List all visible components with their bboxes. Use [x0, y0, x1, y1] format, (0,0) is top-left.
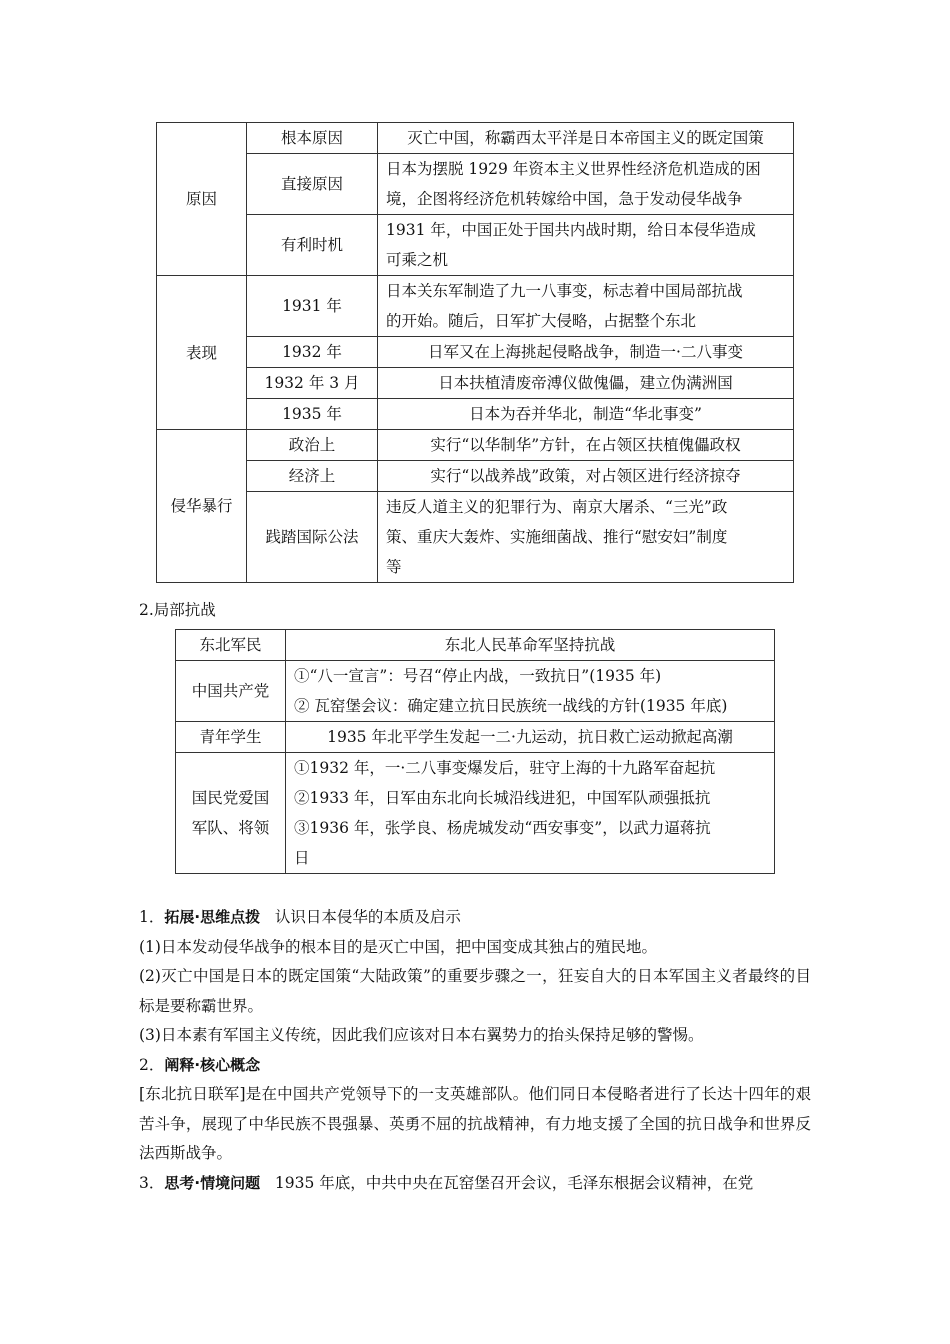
row-content: ①“八一宣言”：号召“停止内战，一致抗日”(1935 年) ② 瓦窑堡会议：确定建立抗日民族统一战线的方针(1935 年底)	[286, 661, 775, 722]
row-label: 直接原因	[247, 154, 378, 215]
row-content: 违反人道主义的犯罪行为、南京大屠杀、“三光”政 策、重庆大轰炸、实施细菌战、推行“慰安妇”制度 等	[378, 492, 794, 583]
row-label: 国民党爱国 军队、将领	[176, 753, 286, 874]
table-row	[157, 368, 794, 399]
row-content: 灭亡中国，称霸西太平洋是日本帝国主义的既定国策	[378, 123, 794, 154]
table-row	[176, 722, 775, 753]
table-row	[157, 492, 794, 583]
row-label: 1932 年 3 月	[247, 368, 378, 399]
table-row	[157, 430, 794, 461]
row-content: 1935 年北平学生发起一二·九运动，抗日救亡运动掀起高潮	[286, 722, 775, 753]
note-subtitle: 认识日本侵华的本质及启示	[274, 908, 461, 926]
row-label: 践踏国际公法	[247, 492, 378, 583]
row-label: 1932 年	[247, 337, 378, 368]
row-label: 青年学生	[176, 722, 286, 753]
row-label: 1931 年	[247, 276, 378, 337]
row-content: 1931 年，中国正处于国共内战时期，给日本侵华造成 可乘之机	[378, 215, 794, 276]
notes-section	[139, 903, 811, 1198]
row-label: 经济上	[247, 461, 378, 492]
table-row	[176, 630, 775, 661]
row-content: 日本扶植清废帝溥仪做傀儡，建立伪满洲国	[378, 368, 794, 399]
group-label: 原因	[157, 123, 247, 276]
table-row	[176, 753, 775, 874]
row-content: 日军又在上海挑起侵略战争，制造一·二八事变	[378, 337, 794, 368]
row-label: 东北军民	[176, 630, 286, 661]
note-heading: 2．阐释·核心概念	[139, 1055, 261, 1074]
resistance-table	[175, 629, 775, 874]
table-row	[157, 276, 794, 337]
row-label: 有利时机	[247, 215, 378, 276]
table-row	[157, 461, 794, 492]
note-heading: 1．拓展·思维点拨 认识日本侵华的本质及启示	[139, 908, 461, 926]
group-label: 表现	[157, 276, 247, 430]
row-content: 日本为吞并华北，制造“华北事变”	[378, 399, 794, 430]
row-label: 政治上	[247, 430, 378, 461]
row-label: 根本原因	[247, 123, 378, 154]
paragraph: (1)日本发动侵华战争的根本目的是灭亡中国，把中国变成其独占的殖民地。	[139, 937, 657, 956]
note-title: 拓展·思维点拨	[164, 908, 261, 926]
note-title: 阐释·核心概念	[164, 1055, 261, 1074]
paragraph: (3)日本素有军国主义传统，因此我们应该对日本右翼势力的抬头保持足够的警惕。	[139, 1026, 704, 1044]
paragraph: [东北抗日联军]是在中国共产党领导下的一支英雄部队。他们同日本侵略者进行了长达十四年的艰苦斗争，展现了中华民族不畏强暴、英勇不屈的抗战精神，有力地支援了全国的抗日战争和世界反法西斯战争。	[139, 1085, 811, 1162]
row-content: 实行“以华制华”方针，在占领区扶植傀儡政权	[378, 430, 794, 461]
note-title: 思考·情境问题	[164, 1173, 261, 1192]
row-content: 东北人民革命军坚持抗战	[286, 630, 775, 661]
note-heading: 3．思考·情境问题 1935 年底，中共中央在瓦窑堡召开会议，毛泽东根据会议精神，在党	[139, 1173, 754, 1192]
row-content: 实行“以战养战”政策，对占领区进行经济掠夺	[378, 461, 794, 492]
row-content: 日本关东军制造了九一八事变，标志着中国局部抗战 的开始。随后，日军扩大侵略，占据整个东北	[378, 276, 794, 337]
causes-table	[156, 122, 794, 583]
row-content: 日本为摆脱 1929 年资本主义世界性经济危机造成的困 境，企图将经济危机转嫁给中国，急于发动侵华战争	[378, 154, 794, 215]
table-row	[157, 123, 794, 154]
table-row	[157, 337, 794, 368]
paragraph: 1935 年底，中共中央在瓦窑堡召开会议，毛泽东根据会议精神，在党	[274, 1173, 754, 1192]
table-row	[157, 215, 794, 276]
group-label: 侵华暴行	[157, 430, 247, 583]
table-row	[176, 661, 775, 722]
paragraph: (2)灭亡中国是日本的既定国策“大陆政策”的重要步骤之一，狂妄自大的日本军国主义者最终的目标是要称霸世界。	[139, 967, 811, 1015]
row-label: 1935 年	[247, 399, 378, 430]
row-content: ①1932 年，一·二八事变爆发后，驻守上海的十九路军奋起抗 ②1933 年，日军由东北向长城沿线进犯，中国军队顽强抵抗 ③1936 年，张学良、杨虎城发动“西安事变”，以武力逼蒋抗 日	[286, 753, 775, 874]
table-row	[157, 154, 794, 215]
table-row	[157, 399, 794, 430]
section-heading: 2.局部抗战	[139, 601, 216, 619]
row-label: 中国共产党	[176, 661, 286, 722]
